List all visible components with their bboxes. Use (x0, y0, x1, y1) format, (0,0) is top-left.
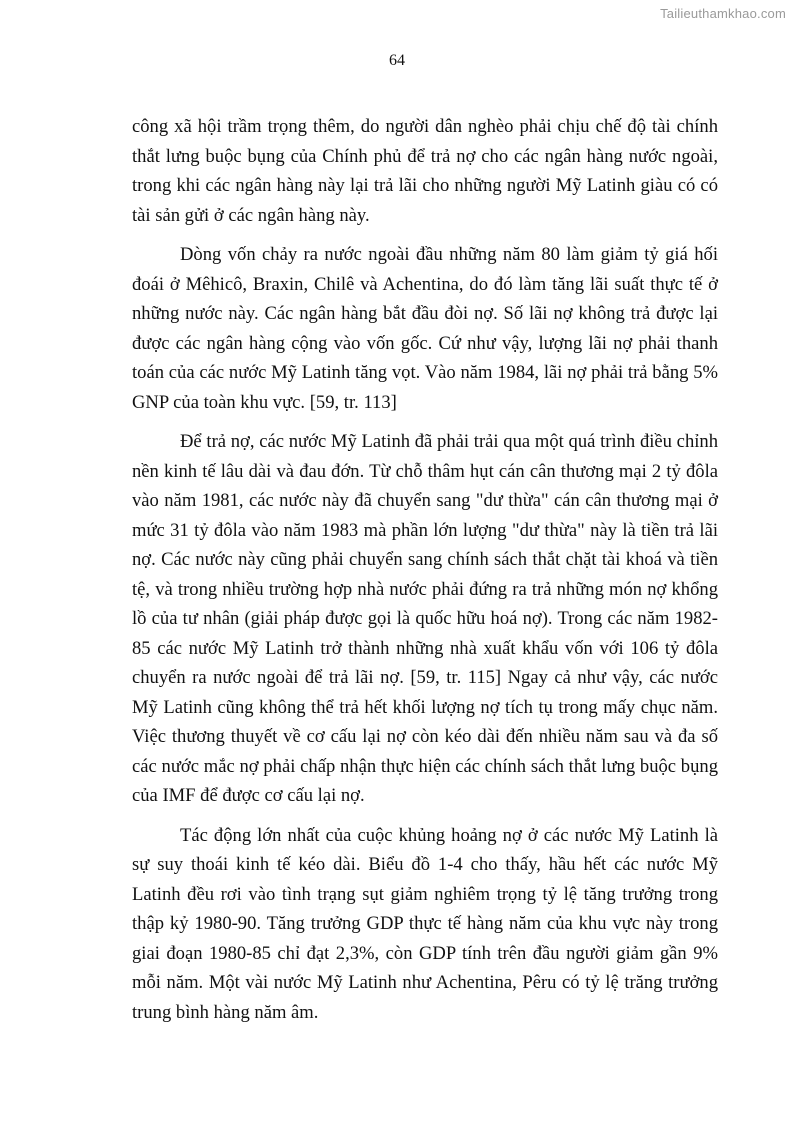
paragraph-2: Dòng vốn chảy ra nước ngoài đầu những năm 80 làm giảm tỷ giá hối đoái ở Mêhicô, Braxin, Chilê và Achentina, do đó làm tăng lãi suất thực tế ở những nước này. Các ngân hàng bắt đầu đòi nợ. Số lãi nợ không trả được lại được các ngân hàng cộng vào vốn gốc. Cứ như vậy, lượng lãi nợ phải thanh toán của các nước Mỹ Latinh tăng vọt. Vào năm 1984, lãi nợ phải trả bằng 5% GNP của toàn khu vực. [59, tr. 113] (132, 244, 718, 413)
page-number: 64 (389, 52, 405, 69)
paragraph-4: Tác động lớn nhất của cuộc khủng hoảng nợ ở các nước Mỹ Latinh là sự suy thoái kinh tế kéo dài. Biểu đồ 1-4 cho thấy, hầu hết các nước Mỹ Latinh đều rơi vào tình trạng sụt giảm nghiêm trọng tỷ lệ tăng trưởng trong thập kỷ 1980-90. Tăng trưởng GDP thực tế hàng năm của khu vực này trong giai đoạn 1980-85 chỉ đạt 2,3%, còn GDP tính trên đầu người giảm gần 9% mỗi năm. Một vài nước Mỹ Latinh như Achentina, Pêru có tỷ lệ trăng trưởng trung bình hàng năm âm. (132, 824, 718, 1023)
paragraph-1: công xã hội trầm trọng thêm, do người dân nghèo phải chịu chế độ tài chính thắt lưng buộc bụng của Chính phủ để trả nợ cho các ngân hàng nước ngoài, trong khi các ngân hàng này lại trả lãi cho những người Mỹ Latinh giàu có có tài sản gửi ở các ngân hàng này. (132, 116, 718, 226)
paragraph-3: Để trả nợ, các nước Mỹ Latinh đã phải trải qua một quá trình điều chỉnh nền kinh tế lâu dài và đau đớn. Từ chỗ thâm hụt cán cân thương mại 2 tỷ đôla vào năm 1981, các nước này đã chuyển sang "dư thừa" cán cân thương mại ở mức 31 tỷ đôla vào năm 1983 mà phần lớn lượng "dư thừa" này là tiền trả lãi nợ. Các nước này cũng phải chuyển sang chính sách thắt chặt tài khoá và tiền tệ, và trong nhiều trường hợp nhà nước phải đứng ra trả những món nợ khổng lồ của tư nhân (giải pháp được gọi là quốc hữu hoá nợ). Trong các năm 1982-85 các nước Mỹ Latinh trở thành những nhà xuất khẩu vốn với 106 tỷ đôla chuyển ra nước ngoài để trả lãi nợ. [59, tr. 115] Ngay cả như vậy, các nước Mỹ Latinh cũng không thể trả hết khối lượng nợ tích tụ trong mấy chục năm. Việc thương thuyết về cơ cấu lại nợ còn kéo dài đến nhiều năm sau và đa số các nước mắc nợ phải chấp nhận thực hiện các chính sách thắt lưng buộc bụng của IMF để được cơ cấu lại nợ. (132, 431, 718, 806)
watermark-text: Tailieuthamkhao.com (660, 6, 786, 21)
document-body (132, 112, 718, 1037)
